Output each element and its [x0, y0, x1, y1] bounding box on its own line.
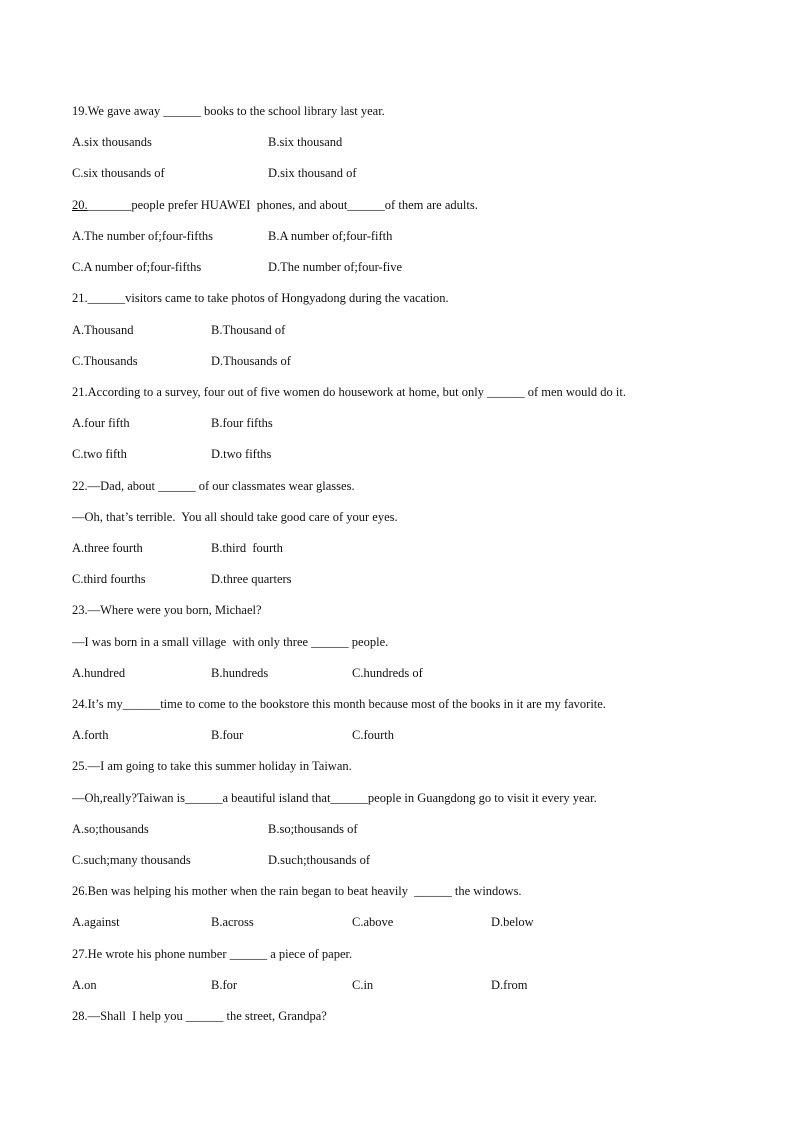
- question-22-stem: 22.—Dad, about ______ of our classmates wear glasses.: [72, 479, 355, 493]
- question-20-option-b: B.A number of;four-fifth: [268, 229, 393, 243]
- question-27-stem: 27.He wrote his phone number ______ a piece of paper.: [72, 947, 353, 961]
- question-20-stem: [72, 197, 478, 213]
- question-24-stem: 24.It’s my______time to come to the bookstore this month because most of the books in it are my favorite.: [72, 697, 606, 711]
- question-23-stem: 23.—Where were you born, Michael?: [72, 603, 262, 617]
- question-22-option-c: C.third fourths: [72, 572, 146, 586]
- question-22-option-b: B.third fourth: [211, 541, 283, 555]
- question-26-option-b: B.across: [211, 915, 254, 929]
- question-19-option-b: B.six thousand: [268, 135, 343, 149]
- question-20-stem-text: _______people prefer HUAWEI phones, and about______of them are adults.: [87, 198, 478, 212]
- question-25-stem-reply: —Oh,really?Taiwan is______a beautiful island that______people in Guangdong go to visit it every year.: [72, 791, 597, 805]
- question-27-option-d: D.from: [491, 978, 528, 992]
- question-22-option-d: D.three quarters: [211, 572, 292, 586]
- question-24-option-b: B.four: [211, 728, 244, 742]
- question-24-option-c: C.fourth: [352, 728, 395, 742]
- question-21b-option-d: D.two fifths: [211, 447, 272, 461]
- question-20-option-a: A.The number of;four-fifths: [72, 229, 214, 243]
- question-25-option-b: B.so;thousands of: [268, 822, 358, 836]
- question-21b-option-b: B.four fifths: [211, 416, 273, 430]
- question-21a-stem: 21.______visitors came to take photos of Hongyadong during the vacation.: [72, 291, 449, 305]
- question-23-stem-reply: —I was born in a small village with only three ______ people.: [72, 635, 389, 649]
- question-19-option-d: D.six thousand of: [268, 166, 357, 180]
- question-25-option-c: C.such;many thousands: [72, 853, 191, 867]
- question-28-stem: 28.—Shall I help you ______ the street, Grandpa?: [72, 1009, 327, 1023]
- question-20-option-c: C.A number of;four-fifths: [72, 260, 202, 274]
- question-21a-option-b: B.Thousand of: [211, 323, 286, 337]
- question-26-option-d: D.below: [491, 915, 534, 929]
- question-27-option-b: B.for: [211, 978, 238, 992]
- question-26-stem: 26.Ben was helping his mother when the rain began to beat heavily ______ the windows.: [72, 884, 522, 898]
- question-26-option-c: C.above: [352, 915, 394, 929]
- question-23-option-a: A.hundred: [72, 666, 126, 680]
- question-26-option-a: A.against: [72, 915, 120, 929]
- question-21a-option-c: C.Thousands: [72, 354, 138, 368]
- question-23-option-b: B.hundreds: [211, 666, 269, 680]
- question-23-option-c: C.hundreds of: [352, 666, 423, 680]
- question-24-option-a: A.forth: [72, 728, 109, 742]
- question-27-option-c: C.in: [352, 978, 374, 992]
- question-27-option-a: A.on: [72, 978, 97, 992]
- question-22-stem-reply: —Oh, that’s terrible. You all should take good care of your eyes.: [72, 510, 398, 524]
- question-22-option-a: A.three fourth: [72, 541, 143, 555]
- question-25-stem: 25.—I am going to take this summer holiday in Taiwan.: [72, 759, 352, 773]
- question-21a-option-a: A.Thousand: [72, 323, 134, 337]
- question-21a-option-d: D.Thousands of: [211, 354, 291, 368]
- question-21b-stem: 21.According to a survey, four out of five women do housework at home, but only ______ of men would do it.: [72, 385, 626, 399]
- question-20-number: 20.: [72, 198, 88, 212]
- question-19-option-a: A.six thousands: [72, 135, 152, 149]
- question-25-option-a: A.so;thousands: [72, 822, 149, 836]
- question-20-option-d: D.The number of;four-five: [268, 260, 403, 274]
- question-19-option-c: C.six thousands of: [72, 166, 165, 180]
- question-21b-option-a: A.four fifth: [72, 416, 130, 430]
- question-21b-option-c: C.two fifth: [72, 447, 127, 461]
- question-19-stem: 19.We gave away ______ books to the school library last year.: [72, 104, 385, 118]
- question-25-option-d: D.such;thousands of: [268, 853, 371, 867]
